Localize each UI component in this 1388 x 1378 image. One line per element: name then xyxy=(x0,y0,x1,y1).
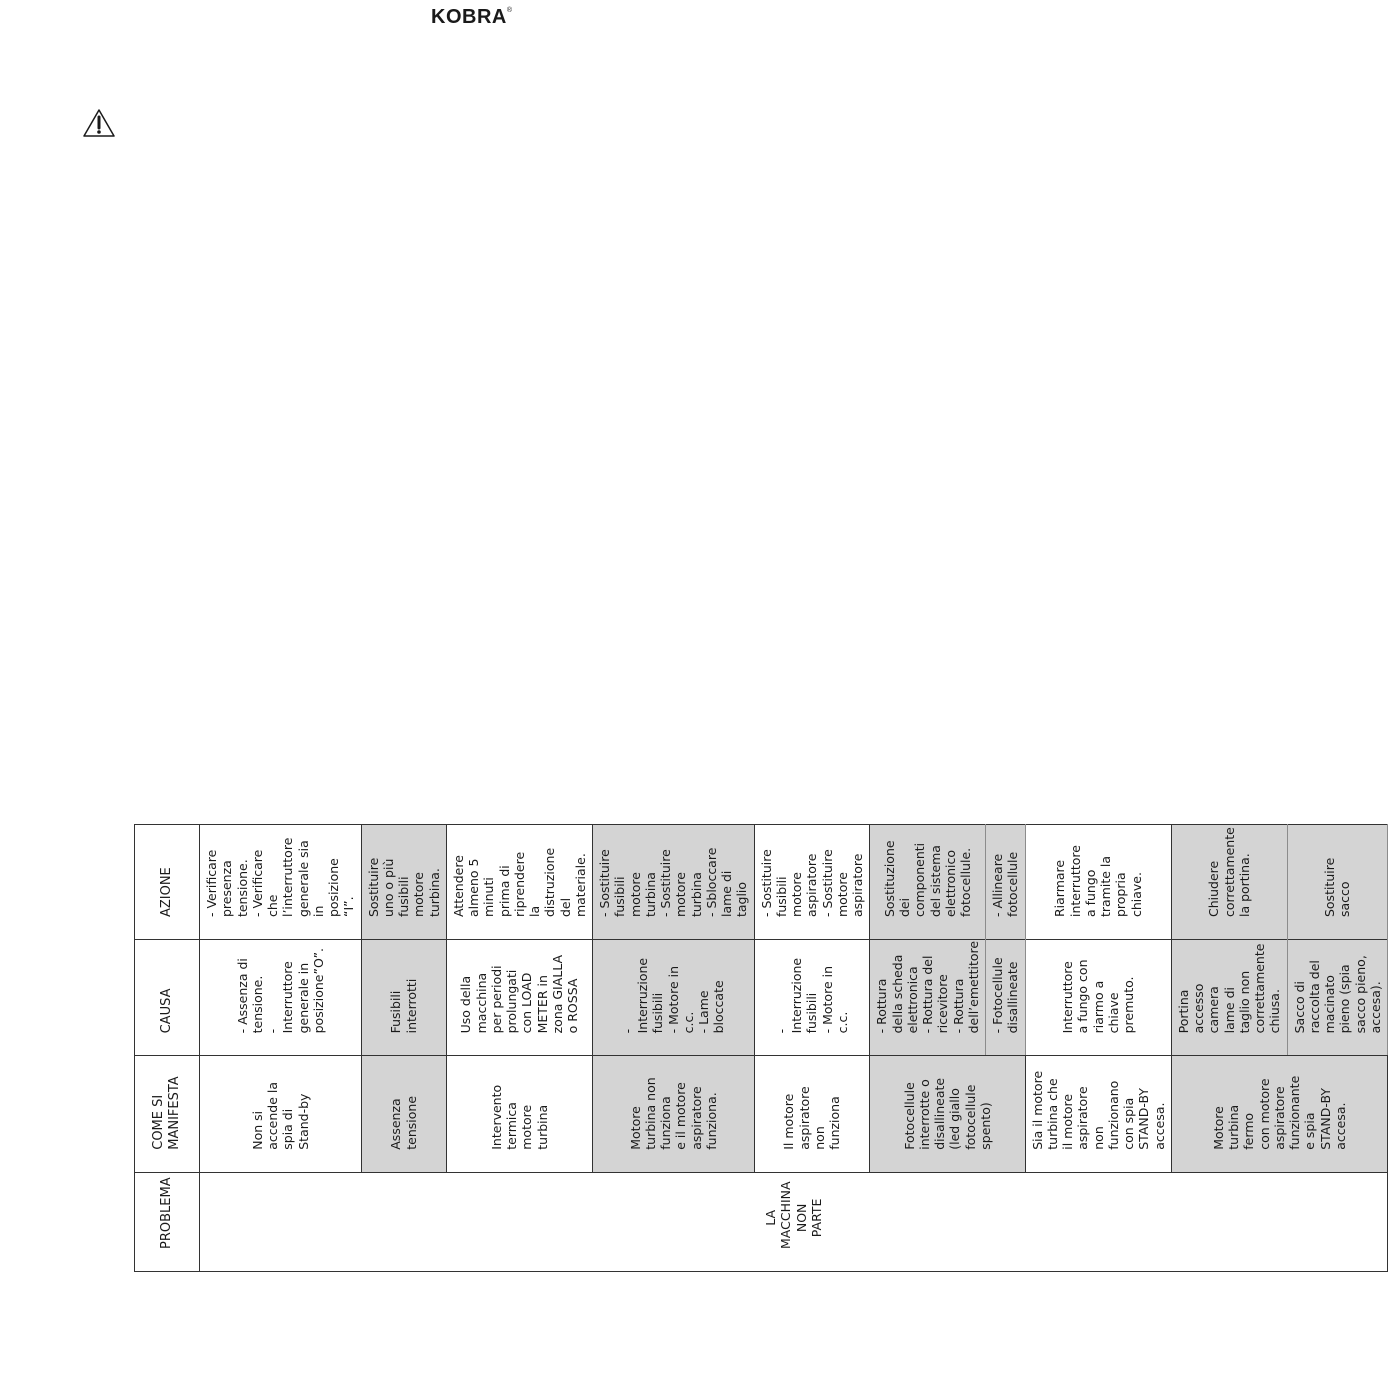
come-cell: Il motore aspiratore non funziona xyxy=(754,1056,870,1172)
header-causa: CAUSA xyxy=(135,940,200,1056)
come-cell: Assenza tensione xyxy=(361,1056,446,1172)
troubleshooting-table-rotated xyxy=(134,210,1383,1272)
causa-cell: Portina accesso camera lame di taglio non correttamente chiusa. xyxy=(1171,940,1287,1056)
causa-cell: - Interruzione fusibili - Motore in c.c. xyxy=(754,940,870,1056)
azione-cell: - Sostituire fusibili motore aspiratore - Sostituire motore aspiratore xyxy=(754,825,870,940)
causa-cell: - Interruzione fusibili - Motore in c.c. - Lame bloccate xyxy=(593,940,755,1056)
causa-cell: Sacco di raccolta del macinato pieno (spia sacco pieno, accesa). xyxy=(1287,940,1388,1056)
come-cell: Intervento termica motore turbina xyxy=(446,1056,592,1172)
azione-cell: Sostituzione dei componenti del sistema elettronico fotocellule. xyxy=(870,825,986,940)
causa-cell: - Rottura della scheda elettronica - Rottura del ricevitore - Rottura dell’emettitore xyxy=(870,940,986,1056)
header-row xyxy=(135,211,200,1272)
header-come: COME SI MANIFESTA xyxy=(135,1056,200,1172)
table-row xyxy=(754,211,870,1272)
causa-cell: - Assenza di tensione. - Interruttore generale in posizione”O”. xyxy=(200,940,362,1056)
come-cell: Motore turbina non funziona e il motore aspiratore funziona. xyxy=(593,1056,755,1172)
azione-cell: Riarmare interruttore a fungo tramite la propria chiave. xyxy=(1025,825,1171,940)
header-problema: PROBLEMA xyxy=(135,1172,200,1271)
causa-cell: Interruttore a fungo con riarmo a chiave premuto. xyxy=(1025,940,1171,1056)
troubleshooting-table xyxy=(134,210,1388,1272)
header-azione: AZIONE xyxy=(135,825,200,940)
table-row xyxy=(361,211,446,1272)
come-cell: Motore turbina fermo con motore aspiratore funzionante e spia STAND-BY accesa. xyxy=(1171,1056,1387,1172)
table-row xyxy=(593,211,755,1272)
trademark-symbol: ® xyxy=(506,7,513,14)
come-cell: Fotocellule interrotte o disallineate (led giallo fotocellule spento) xyxy=(870,1056,1025,1172)
causa-cell: - Fotocellule disallineate xyxy=(986,940,1026,1056)
warning-icon xyxy=(82,108,116,138)
come-cell: Non si accende la spia di Stand-by xyxy=(200,1056,362,1172)
table-row xyxy=(1171,211,1287,1272)
azione-cell: Chiudere correttamente la portina. xyxy=(1171,825,1287,940)
table-row xyxy=(870,211,986,1272)
azione-cell: - Allineare fotocellule xyxy=(986,825,1026,940)
azione-cell: Sostituire sacco xyxy=(1287,825,1388,940)
problem-cell: LA MACCHINA NON PARTE xyxy=(200,1172,1388,1271)
azione-cell: - Sostituire fusibili motore turbina - Sostituire motore turbina - Sbloccare lame di taglio xyxy=(593,825,755,940)
causa-cell: Uso della macchina per periodi prolungati con LOAD METER in zona GIALLA o ROSSA xyxy=(446,940,592,1056)
azione-cell: Sostituire uno o più fusibili motore turbina. xyxy=(361,825,446,940)
brand-name: KOBRA xyxy=(431,6,507,28)
azione-cell: - Verificare presenza tensione. - Verificare che l’interruttore generale sia in posizione “I”. xyxy=(200,825,362,940)
brand-logo xyxy=(431,6,513,29)
causa-cell: Fusibili interrotti xyxy=(361,940,446,1056)
come-cell: Sia il motore turbina che il motore aspiratore non funzionano con spia STAND-BY accesa. xyxy=(1025,1056,1171,1172)
table-row xyxy=(200,211,362,1272)
azione-cell: Attendere almeno 5 minuti prima di riprendere la distruzione del materiale. xyxy=(446,825,592,940)
table-row xyxy=(446,211,592,1272)
table-row xyxy=(1025,211,1171,1272)
